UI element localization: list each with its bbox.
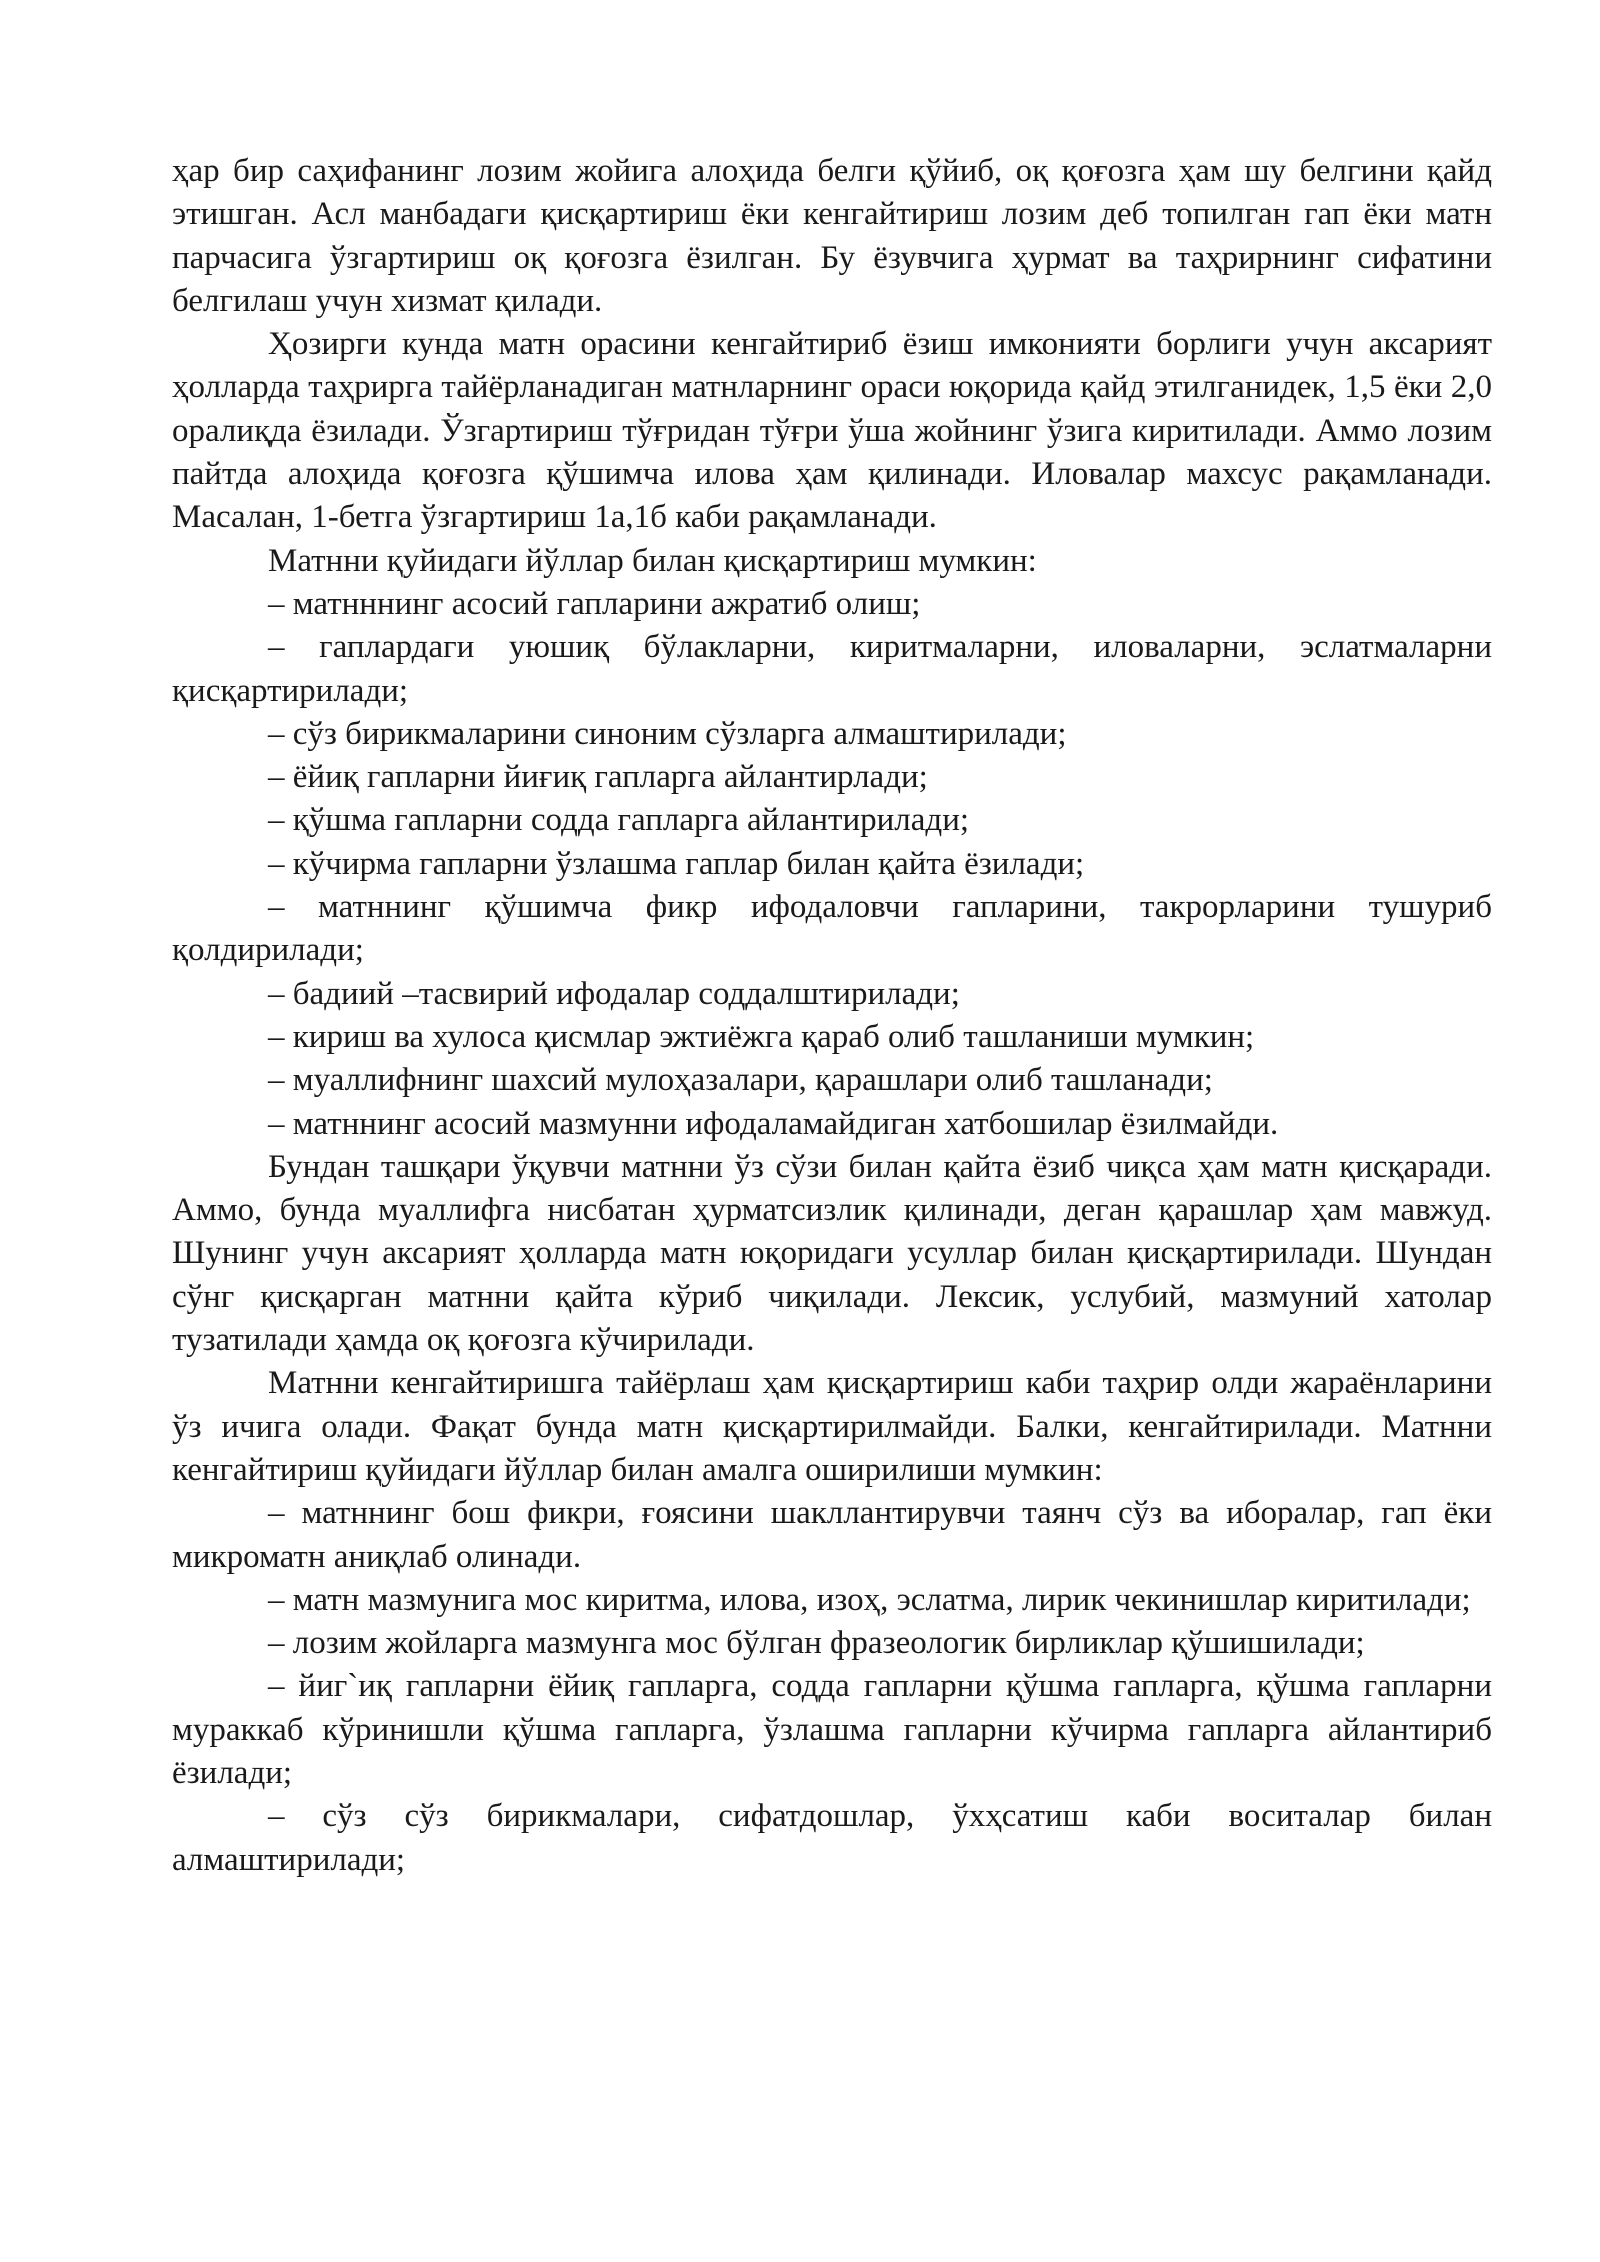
list-item: – гаплардаги уюшиқ бўлакларни, киритмаларни, иловаларни, эслатмаларни қисқартирилади; — [172, 629, 1492, 709]
list-item: – матн мазмунига мос киритма, илова, изоҳ, эслатма, лирик чекинишлар киритилади; — [268, 1581, 1471, 1618]
paragraph: Бундан ташқари ўқувчи матнни ўз сўзи билан қайта ёзиб чиқса ҳам матн қисқаради. Аммо, бунда муаллифга нисбатан ҳурматсизлик қилинади, деган қарашлар ҳам мавжуд. Шунинг учун аксарият ҳолларда матн юқоридаги усуллар билан қисқартирилади. Шундан сўнг қисқарган матнни қайта кўриб чиқилади. Лексик, услубий, мазмуний хатолар тузатилади ҳамда оқ қоғозга кўчирилади. — [172, 1148, 1492, 1359]
paragraph-list-intro: Матнни қуйидаги йўллар билан қисқартириш мумкин: — [268, 542, 1037, 579]
list-item: – кириш ва хулоса қисмлар эжтиёжга қараб олиб ташланиши мумкин; — [268, 1018, 1255, 1055]
list-item: – бадиий –тасвирий ифодалар соддалштирилади; — [268, 975, 960, 1012]
list-item: – кўчирма гапларни ўзлашма гаплар билан қайта ёзилади; — [268, 845, 1085, 882]
list-item: – сўз бирикмаларини синоним сўзларга алмаштирилади; — [268, 715, 1067, 752]
paragraph: Ҳозирги кунда матн орасини кенгайтириб ёзиш имконияти борлиги учун аксарият ҳолларда таҳрирга тайёрланадиган матнларнинг ораси юқорида қайд этилганидек, 1,5 ёки 2,0 оралиқда ёзилади. Ўзгартириш тўғридан тўғри ўша жойнинг ўзига киритилади. Аммо лозим пайтда алоҳида қоғозга қўшимча илова ҳам қилинади. Иловалар махсус рақамланади. Масалан, 1-бетга ўзгартириш 1а,1б каби рақамланади. — [172, 326, 1492, 536]
list-item: – сўз сўз бирикмалари, сифатдошлар, ўхҳсатиш каби воситалар билан алмаштирилади; — [172, 1798, 1492, 1878]
list-item: – йиг`иқ гапларни ёйиқ гапларга, содда гапларни қўшма гапларга, қўшма гапларни мураккаб кўринишли қўшма гапларга, ўзлашма гапларни кўчирма гапларга айлантириб ёзилади; — [172, 1668, 1492, 1791]
list-item: – матннинг қўшимча фикр ифодаловчи гапларини, такрорларини тушуриб қолдирилади; — [172, 889, 1492, 969]
paragraph-continuation: ҳар бир саҳифанинг лозим жойига алоҳида белги қўйиб, оқ қоғозга ҳам шу белгини қайд этишган. Асл манбадаги қисқартириш ёки кенгайтириш лозим деб топилган гап ёки матн парчасига ўзгартириш оқ қоғозга ёзилган. Бу ёзувчига ҳурмат ва таҳрирнинг сифатини белгилаш учун хизмат қилади. — [172, 153, 1492, 319]
list-item: – ёйиқ гапларни йиғиқ гапларга айлантирлади; — [268, 759, 928, 796]
list-item: – лозим жойларга мазмунга мос бўлган фразеологик бирликлар қўшишилади; — [268, 1625, 1365, 1662]
document-page — [172, 150, 1492, 1882]
list-item: – матннинг асосий мазмунни ифодаламайдиган хатбошилар ёзилмайди. — [268, 1105, 1279, 1142]
list-item: – матнннинг асосий гапларини ажратиб олиш; — [268, 585, 921, 622]
list-item: – матннинг бош фикри, ғоясини шакллантирувчи таянч сўз ва иборалар, гап ёки микроматн аниқлаб олинади. — [172, 1495, 1492, 1575]
list-item: – муаллифнинг шахсий мулоҳазалари, қарашлари олиб ташланади; — [268, 1062, 1213, 1099]
list-item: – қўшма гапларни содда гапларга айлантирилади; — [268, 802, 970, 839]
paragraph-list-intro: Матнни кенгайтиришга тайёрлаш ҳам қисқартириш каби таҳрир олди жараёнларини ўз ичига олади. Фақат бунда матн қисқартирилмайди. Балки, кенгайтирилади. Матнни кенгайтириш қуйидаги йўллар билан амалга оширилиши мумкин: — [172, 1365, 1492, 1488]
